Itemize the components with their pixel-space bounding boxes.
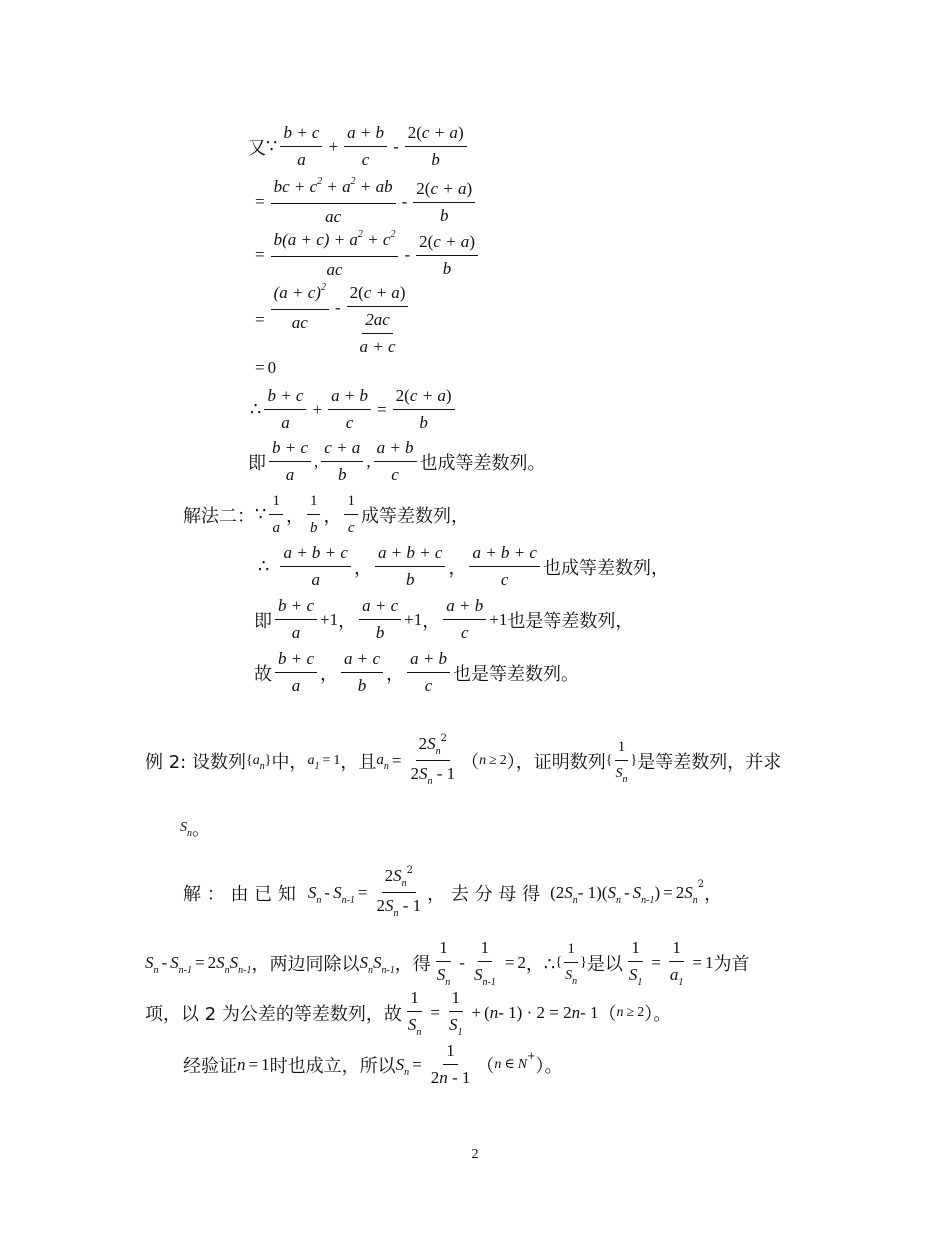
nested-fraction: $\frac{2(c + a)}{\frac{2ac}{a + c}}$	[347, 282, 409, 358]
text-span: 也成等差数列。	[419, 452, 546, 474]
text-span: 成等差数列，	[360, 505, 469, 527]
page-number: 2	[471, 1147, 479, 1162]
fraction: $\frac{1}{c}$	[344, 490, 358, 539]
text-span: ，且	[340, 751, 377, 773]
fraction: $\frac{1}{b}$	[307, 490, 321, 539]
fraction: $\frac{b + c}{a}$	[264, 385, 306, 434]
fraction: $\frac{1}{S_n}$	[562, 938, 580, 988]
comma: ，	[448, 557, 467, 579]
text-span: ）。	[535, 1055, 563, 1077]
example-label: 例 2: 设数列	[145, 751, 246, 773]
text-span: ，	[704, 883, 723, 905]
method2-line-2	[258, 542, 669, 591]
fraction: $\frac{1}{a_1}$	[669, 938, 684, 988]
comma: ，	[386, 663, 405, 685]
solution-label: 解 ： 由 已 知	[183, 883, 296, 905]
text-span: 项，以 2 为公差的等差数列，故	[145, 1004, 402, 1025]
text-span: ，得	[394, 954, 431, 975]
fraction: $\frac{1}{S_n}$	[613, 736, 631, 786]
proof-line-7: 即 $\frac{b + c}{a}$ , $\frac{c + a}{b}$ , $\frac{a + b}{c}$ 也成等差数列。	[248, 438, 546, 484]
solution-line-3: 项，以 2 为公差的等差数列，故 $\frac{1}{S_n}$ = $\frac{1}{S_1}$ + ( n - 1) · 2 = 2 n - 1 （ n ≥ 2 ）。	[145, 988, 672, 1038]
method2-line-3: 即 $\frac{b + c}{a}$ +1 ， $\frac{a + c}{b}$ +1 ， $\frac{a + b}{c}$ +1 也是等差数列，	[254, 596, 634, 642]
fraction: $\frac{b + c}{a}$	[280, 122, 322, 171]
text-span: 为首	[713, 954, 750, 975]
fraction: $\frac{1}{S_n}$	[436, 938, 451, 988]
text-span: ）。	[644, 1004, 672, 1025]
example-2-sn: $S_n$ 。	[180, 815, 210, 841]
text-span: ），证明数列	[506, 751, 606, 773]
text-span: ，∴	[525, 954, 556, 975]
fraction: $\frac{b(a + c) + a^2 + c^2}{ac}$	[271, 229, 399, 281]
text-span: （	[476, 1055, 495, 1077]
proof-line-2: = $\frac{bc + c^2 + a^2 + ab}{ac}$ - $\frac{2(c + a)}{b}$	[252, 176, 478, 228]
therefore-symbol: ∴	[250, 399, 262, 420]
fraction: $\frac{a + b}{c}$	[443, 595, 486, 644]
example-2-statement: 例 2: 设数列 { $a_n$ } 中， $a_1$ = 1 ，且 $a_n$ = $\frac{2S_n^2}{2S_n - 1}$ （ n ≥ 2 ），证明数列 { $\frac{1}{S_n}$ } 是等差数列，并求	[145, 733, 782, 787]
fraction: $\frac{c + a}{b}$	[321, 437, 363, 486]
ji-char: 即	[248, 452, 266, 474]
text-span: 也是等差数列。	[453, 663, 580, 685]
because-symbol: ∵	[255, 504, 267, 525]
solution-line-1: 解 ： 由 已 知 $S_n$ - $S_{n-1}$ = $\frac{2S_n^2}{2S_n - 1}$ ， 去 分 母 得 (2 $S_n$ - 1)( $S_n$ - $S_{n-1}$ ) = 2 $S_n$ 2 ，	[183, 865, 723, 919]
gu-char: 故	[254, 663, 272, 685]
text-span: ， 去 分 母 得	[427, 883, 541, 905]
fraction: $\frac{a + c}{b}$	[341, 648, 383, 697]
fraction: $\frac{a + c}{b}$	[359, 595, 401, 644]
fraction: $\frac{2S_n^2}{2S_n - 1}$	[410, 733, 456, 787]
text-span: 是等差数列，并求	[637, 751, 782, 773]
fraction: $\frac{b + c}{a}$	[269, 437, 311, 486]
text-span: 也是等差数列，	[507, 610, 634, 632]
comma: ，	[422, 610, 441, 632]
verification-line: 经验证 n = 1 时也成立，所以 $S_n$ = $\frac{1}{2n - 1}$ （ n ∈ N + ）。	[183, 1041, 563, 1087]
ji-char: 即	[254, 610, 272, 632]
fraction: $\frac{2S_n^2}{2S_n - 1}$	[376, 865, 422, 919]
proof-line-6: ∴ $\frac{b + c}{a}$ + $\frac{a + b}{c}$ = $\frac{2(c + a)}{b}$	[250, 385, 458, 434]
comma: ，	[285, 505, 304, 527]
fraction: $\frac{b + c}{a}$	[275, 595, 317, 644]
method2-line-4	[254, 648, 579, 697]
proof-line-1: 又 ∵ $\frac{b + c}{a}$ + $\frac{a + b}{c}$ - $\frac{2(c + a)}{b}$	[248, 122, 470, 171]
proof-line-3: = $\frac{b(a + c) + a^2 + c^2}{ac}$ - $\frac{2(c + a)}{b}$	[252, 229, 481, 281]
proof-line-5: = 0	[255, 358, 277, 377]
text-span: 经验证	[183, 1055, 237, 1077]
fraction: $\frac{1}{S_n}$	[407, 988, 422, 1038]
you-char: 又	[248, 137, 266, 159]
proof-line-4: = $\frac{(a + c)^2}{ac}$ - $\frac{2(c + a)}{\frac{2ac}{a + c}}$	[252, 282, 411, 358]
fraction: $\frac{2(c + a)}{b}$	[393, 385, 455, 434]
fraction: $\frac{2(c + a)}{b}$	[405, 122, 467, 171]
comma: ，	[338, 610, 357, 632]
fraction: $\frac{2(c + a)}{b}$	[416, 231, 478, 280]
fraction: $\frac{1}{S_1}$	[628, 938, 643, 988]
fraction: $\frac{b + c}{a}$	[275, 648, 317, 697]
fraction: $\frac{bc + c^2 + a^2 + ab}{ac}$	[271, 176, 396, 228]
comma: ，	[323, 505, 342, 527]
fraction: $\frac{a + b}{c}$	[328, 385, 371, 434]
text-span: 也成等差数列，	[542, 557, 669, 579]
fraction: $\frac{a + b}{c}$	[374, 437, 417, 486]
fraction: $\frac{1}{S_{n-1}}$	[473, 938, 496, 988]
solution-line-2: $S_n$ - $S_{n-1}$ = 2 $S_nS_{n-1}$ ，两边同除以 $S_nS_{n-1}$ ，得 $\frac{1}{S_n}$ - $\frac{1}{S_{n-1}}$ = 2 ，∴ { $\frac{1}{S_n}$ } 是以 $\frac{1}{S_1}$ = $\frac{1}{a_1}$ = 1 为首	[145, 938, 750, 988]
text-span: （	[598, 1004, 617, 1025]
because-symbol: ∵	[266, 136, 278, 157]
fraction: $\frac{a + b}{c}$	[344, 122, 387, 171]
fraction: $\frac{1}{S_1}$	[449, 988, 463, 1038]
fraction: $\frac{1}{2n - 1}$	[430, 1041, 471, 1087]
fraction: $\frac{a + b + c}{a}$	[280, 542, 351, 591]
text-span: 。	[192, 819, 210, 840]
fraction: $\frac{2(c + a)}{b}$	[413, 178, 475, 227]
therefore-symbol: ∴	[258, 556, 270, 577]
comma: ，	[353, 557, 372, 579]
fraction: $\frac{(a + c)^2}{ac}$	[271, 282, 329, 334]
text-span: ，两边同除以	[251, 954, 360, 975]
fraction: $\frac{a + b}{c}$	[407, 648, 450, 697]
text-span: 是以	[586, 954, 623, 975]
text-span: 中，	[271, 751, 308, 773]
text-span: （	[461, 751, 480, 773]
text-span: 时也成立，所以	[269, 1055, 396, 1077]
method2-label: 解法二：	[183, 505, 255, 527]
fraction: $\frac{a + b + c}{c}$	[469, 542, 540, 591]
fraction: $\frac{a + b + c}{b}$	[375, 542, 446, 591]
method2-line	[183, 490, 469, 539]
fraction: $\frac{1}{a}$	[269, 490, 283, 539]
comma: ，	[320, 663, 339, 685]
